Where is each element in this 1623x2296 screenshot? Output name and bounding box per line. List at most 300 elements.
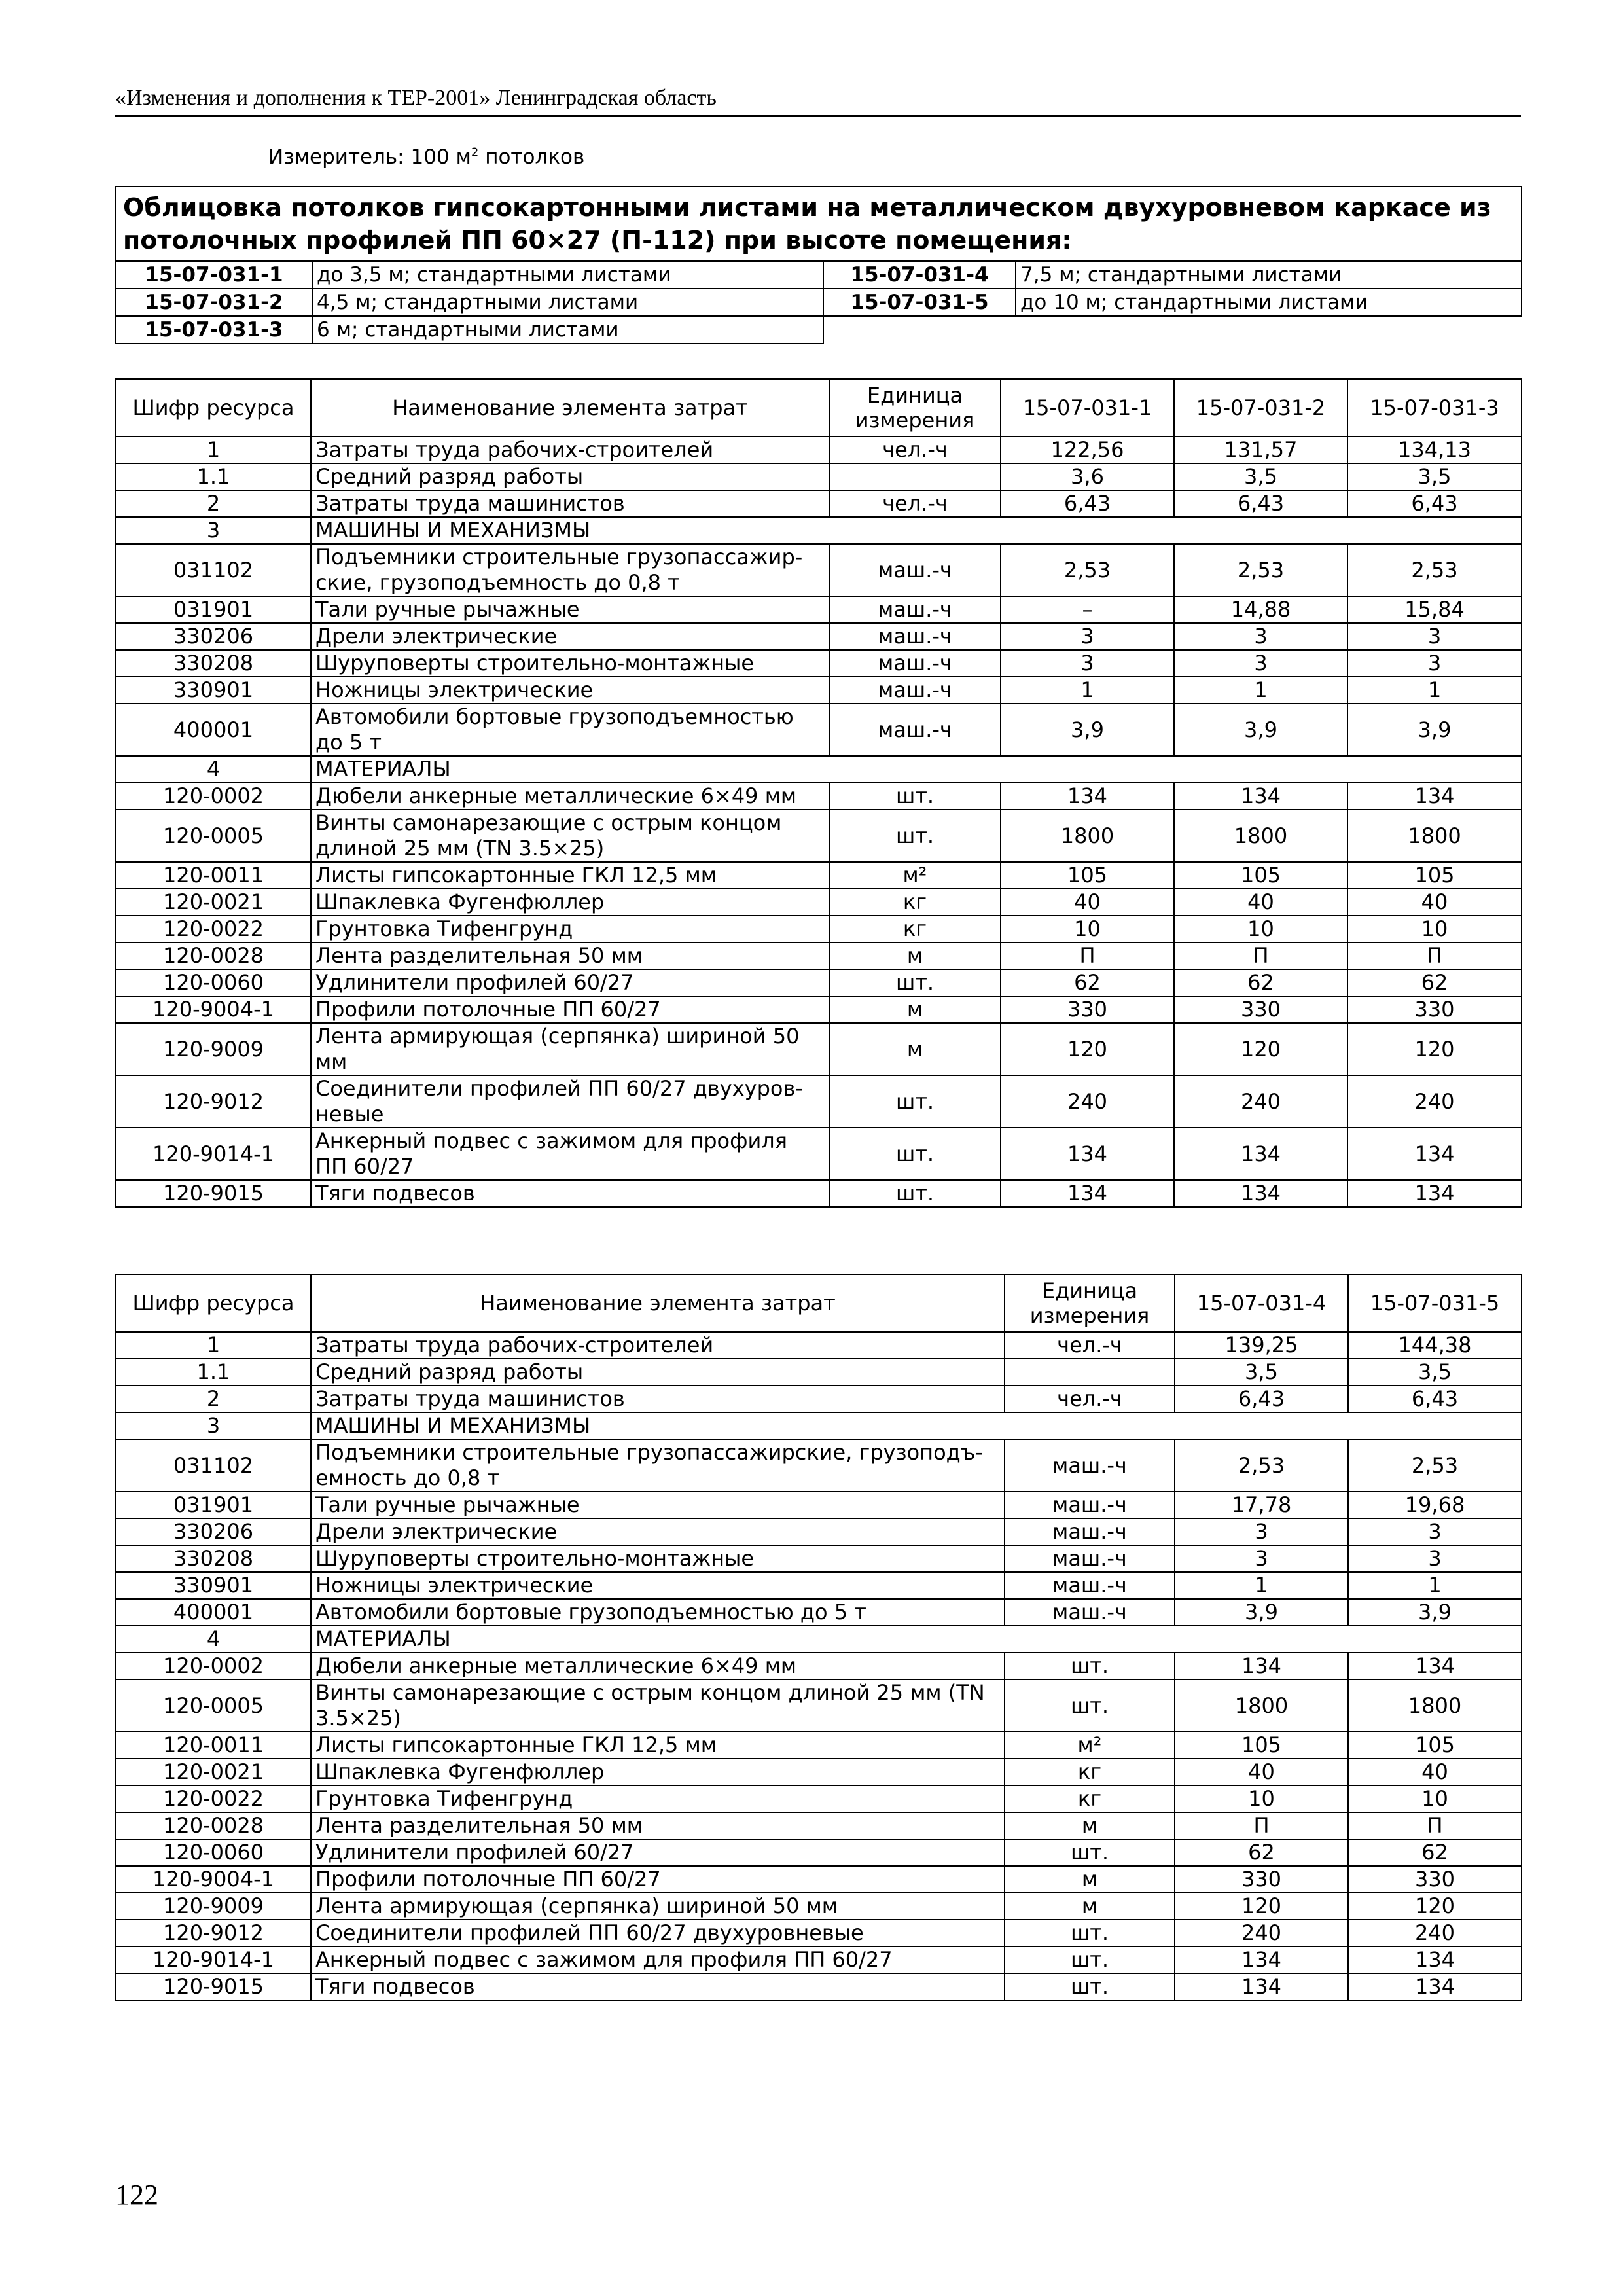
unit: м² [829,862,1001,889]
value: 6,43 [1175,1386,1348,1412]
unit: м [1005,1812,1175,1839]
value: 10 [1347,916,1522,942]
table-row [116,862,1522,889]
resource-name: Подъемники строительные грузопассажир-ские, грузоподъемность до 0,8 т [311,544,829,596]
norm-code: 15-07-031-5 [823,289,1016,316]
value: 120 [1001,1023,1174,1075]
table-row [116,1545,1522,1572]
resource-code: 120-0060 [116,1839,311,1866]
resource-code: 2 [116,1386,311,1412]
table-row [116,1572,1522,1599]
value: 330 [1001,996,1174,1023]
resource-code: 330208 [116,650,311,677]
value: 10 [1174,916,1347,942]
value: 120 [1174,1023,1347,1075]
section-number: 3 [116,517,311,544]
norm-description: до 10 м; стандартными листами [1016,289,1522,316]
value: 3 [1347,650,1522,677]
value: 3 [1348,1518,1522,1545]
value: 330 [1348,1866,1522,1893]
value: 3,9 [1175,1599,1348,1626]
resource-code: 330206 [116,623,311,650]
value: 19,68 [1348,1492,1522,1518]
resource-code: 120-0022 [116,916,311,942]
resource-name: Дюбели анкерные металлические 6×49 мм [311,1653,1005,1679]
value: 134 [1174,783,1347,810]
unit: маш.-ч [1005,1572,1175,1599]
resource-name: Тяги подвесов [311,1973,1005,2000]
resource-name: Листы гипсокартонные ГКЛ 12,5 мм [311,1732,1005,1759]
resource-table-1 [115,378,1522,1208]
resource-code: 120-9012 [116,1920,311,1946]
unit: маш.-ч [1005,1599,1175,1626]
table-row [116,916,1522,942]
table-row [116,1785,1522,1812]
unit: маш.-ч [1005,1518,1175,1545]
section-heading: МАТЕРИАЛЫ [311,1626,1522,1653]
value: 17,78 [1175,1492,1348,1518]
value: 6,43 [1174,490,1347,517]
value: 105 [1347,862,1522,889]
table-row [116,1180,1522,1207]
value: 1 [1174,677,1347,704]
resource-code: 1.1 [116,1359,311,1386]
resource-name: Грунтовка Тифенгрунд [311,1785,1005,1812]
value: 62 [1174,969,1347,996]
value: 2,53 [1174,544,1347,596]
resource-name: Дрели электрические [311,1518,1005,1545]
table-row [116,1893,1522,1920]
value: 40 [1175,1759,1348,1785]
unit: шт. [1005,1679,1175,1732]
resource-code: 1 [116,1332,311,1359]
column-header: Шифр ресурса [116,379,311,437]
table-row [116,1866,1522,1893]
resource-code: 120-9015 [116,1180,311,1207]
unit [829,463,1001,490]
value: 134 [1001,783,1174,810]
table-row [116,677,1522,704]
value: 40 [1174,889,1347,916]
table-row [116,1839,1522,1866]
table-row [116,942,1522,969]
table-row [116,437,1522,463]
unit: шт. [1005,1973,1175,2000]
value: 134 [1348,1946,1522,1973]
value: 330 [1347,996,1522,1023]
table-row [116,1732,1522,1759]
table-row [116,1439,1522,1492]
value: 1 [1348,1572,1522,1599]
column-header: Единица измерения [1005,1274,1175,1332]
column-header: 15-07-031-1 [1001,379,1174,437]
table-row [116,810,1522,862]
value: 3 [1001,650,1174,677]
table-row [116,1518,1522,1545]
table-row [116,996,1522,1023]
unit: чел.-ч [1005,1386,1175,1412]
page-number: 122 [115,2179,158,2211]
value: 1 [1347,677,1522,704]
value: 120 [1175,1893,1348,1920]
resource-name: Анкерный подвес с зажимом для профиля ПП 60/27 [311,1128,829,1180]
unit: маш.-ч [829,596,1001,623]
value: 240 [1001,1075,1174,1128]
value: 6,43 [1001,490,1174,517]
value: П [1348,1812,1522,1839]
resource-name: Лента армирующая (серпянка) шириной 50 мм [311,1893,1005,1920]
value: 240 [1348,1920,1522,1946]
table-row [116,1679,1522,1732]
column-header: 15-07-031-2 [1174,379,1347,437]
value: 134 [1001,1180,1174,1207]
table-row [116,1653,1522,1679]
value: 2,53 [1348,1439,1522,1492]
resource-code: 330206 [116,1518,311,1545]
resource-name: Винты самонарезающие с острым концом длиной 25 мм (TN 3.5×25) [311,1679,1005,1732]
resource-code: 031102 [116,1439,311,1492]
table-header-row [116,379,1522,437]
resource-code: 120-9012 [116,1075,311,1128]
resource-name: Средний разряд работы [311,463,829,490]
norm-code: 15-07-031-2 [116,289,312,316]
table-row [116,1386,1522,1412]
resource-name: Тали ручные рычажные [311,1492,1005,1518]
resource-name: Затраты труда машинистов [311,1386,1005,1412]
value: 134 [1174,1128,1347,1180]
value: 134 [1348,1973,1522,2000]
table-row [116,463,1522,490]
resource-name: Дрели электрические [311,623,829,650]
unit: шт. [1005,1920,1175,1946]
resource-name: Шуруповерты строительно-монтажные [311,1545,1005,1572]
table-row [116,650,1522,677]
resource-code: 120-0005 [116,810,311,862]
resource-name: Дюбели анкерные металлические 6×49 мм [311,783,829,810]
resource-name: Профили потолочные ПП 60/27 [311,1866,1005,1893]
value: 3 [1174,623,1347,650]
resource-name: Винты самонарезающие с острым концом длиной 25 мм (TN 3.5×25) [311,810,829,862]
value: 3,5 [1174,463,1347,490]
resource-name: Анкерный подвес с зажимом для профиля ПП 60/27 [311,1946,1005,1973]
value: 3 [1001,623,1174,650]
unit: шт. [829,1128,1001,1180]
resource-code: 120-9004-1 [116,1866,311,1893]
table-row [116,1128,1522,1180]
value: 134 [1347,1180,1522,1207]
value: 62 [1348,1839,1522,1866]
value: 134 [1174,1180,1347,1207]
value: 62 [1347,969,1522,996]
value: 240 [1347,1075,1522,1128]
resource-code: 120-0002 [116,1653,311,1679]
resource-code: 120-0028 [116,1812,311,1839]
unit: м [829,996,1001,1023]
resource-name: Затраты труда рабочих-строителей [311,1332,1005,1359]
value: 120 [1348,1893,1522,1920]
value: 134 [1175,1973,1348,2000]
column-header: 15-07-031-3 [1347,379,1522,437]
unit: шт. [829,969,1001,996]
resource-code: 120-0022 [116,1785,311,1812]
unit: маш.-ч [829,704,1001,756]
resource-code: 120-9009 [116,1023,311,1075]
value: 240 [1174,1075,1347,1128]
value: 40 [1348,1759,1522,1785]
table-row [116,1920,1522,1946]
value: П [1347,942,1522,969]
value: 134 [1001,1128,1174,1180]
unit: кг [1005,1759,1175,1785]
table-row [116,756,1522,783]
table-row [116,969,1522,996]
resource-code: 120-9004-1 [116,996,311,1023]
unit: шт. [1005,1946,1175,1973]
value: 3 [1175,1518,1348,1545]
resource-name: Удлинители профилей 60/27 [311,969,829,996]
value: 14,88 [1174,596,1347,623]
table-row [116,1812,1522,1839]
unit: м² [1005,1732,1175,1759]
value: 144,38 [1348,1332,1522,1359]
value: 134 [1347,1128,1522,1180]
section-number: 4 [116,1626,311,1653]
resource-name: Соединители профилей ПП 60/27 двухуровневые [311,1920,1005,1946]
table-row [116,1946,1522,1973]
value: 62 [1175,1839,1348,1866]
resource-code: 120-0060 [116,969,311,996]
table-row [116,1626,1522,1653]
resource-name: Удлинители профилей 60/27 [311,1839,1005,1866]
unit: кг [829,889,1001,916]
norm-code: 15-07-031-1 [116,261,312,289]
column-header: Наименование элемента затрат [311,1274,1005,1332]
table-row [116,1075,1522,1128]
resource-code: 120-9014-1 [116,1128,311,1180]
value: 62 [1001,969,1174,996]
resource-code: 120-0011 [116,862,311,889]
value: 3,5 [1347,463,1522,490]
resource-code: 1 [116,437,311,463]
value: П [1174,942,1347,969]
value: 134 [1348,1653,1522,1679]
table-row [116,1332,1522,1359]
value: 2,53 [1347,544,1522,596]
value: 120 [1347,1023,1522,1075]
value: 3 [1175,1545,1348,1572]
value: 330 [1175,1866,1348,1893]
unit: маш.-ч [829,650,1001,677]
resource-name: Средний разряд работы [311,1359,1005,1386]
value: 134,13 [1347,437,1522,463]
norm-codes-table [115,186,1522,344]
resource-code: 330901 [116,1572,311,1599]
norm-description: 7,5 м; стандартными листами [1016,261,1522,289]
section-number: 3 [116,1412,311,1439]
resource-name: Шуруповерты строительно-монтажные [311,650,829,677]
value: 139,25 [1175,1332,1348,1359]
value: 15,84 [1347,596,1522,623]
unit: маш.-ч [829,677,1001,704]
table-row [116,1359,1522,1386]
resource-code: 031901 [116,596,311,623]
table-row [116,596,1522,623]
resource-name: Затраты труда машинистов [311,490,829,517]
norm-description: 6 м; стандартными листами [312,316,823,344]
table-row [116,1973,1522,2000]
unit: кг [1005,1785,1175,1812]
unit: м [829,942,1001,969]
section-heading: МАШИНЫ И МЕХАНИЗМЫ [311,517,1522,544]
value: 1800 [1347,810,1522,862]
resource-name: Грунтовка Тифенгрунд [311,916,829,942]
resource-code: 031901 [116,1492,311,1518]
unit: кг [829,916,1001,942]
table-row [116,517,1522,544]
table-row [116,704,1522,756]
resource-name: Лента разделительная 50 мм [311,1812,1005,1839]
table-row [116,544,1522,596]
column-header: 15-07-031-4 [1175,1274,1348,1332]
unit: чел.-ч [829,437,1001,463]
resource-code: 400001 [116,1599,311,1626]
value: П [1001,942,1174,969]
resource-table-2 [115,1274,1522,2001]
value: 1800 [1348,1679,1522,1732]
value: – [1001,596,1174,623]
norm-code: 15-07-031-3 [116,316,312,344]
resource-name: Ножницы электрические [311,677,829,704]
value: 134 [1175,1653,1348,1679]
column-header: 15-07-031-5 [1348,1274,1522,1332]
resource-code: 120-0002 [116,783,311,810]
value: 3,6 [1001,463,1174,490]
value: 2,53 [1175,1439,1348,1492]
resource-code: 120-9009 [116,1893,311,1920]
resource-name: Профили потолочные ПП 60/27 [311,996,829,1023]
column-header: Единица измерения [829,379,1001,437]
table-row [116,783,1522,810]
resource-code: 1.1 [116,463,311,490]
value: 105 [1174,862,1347,889]
table-header-row [116,1274,1522,1332]
resource-name: Тали ручные рычажные [311,596,829,623]
column-header: Шифр ресурса [116,1274,311,1332]
value: 3,5 [1348,1359,1522,1386]
resource-name: Шпаклевка Фугенфюллер [311,889,829,916]
unit: маш.-ч [1005,1545,1175,1572]
unit: шт. [829,783,1001,810]
value: 134 [1347,783,1522,810]
norm-code: 15-07-031-4 [823,261,1016,289]
value: 1800 [1001,810,1174,862]
table-row [116,490,1522,517]
measurement-unit: Измеритель: 100 $м^2$ потолков [268,145,585,169]
resource-name: Лента разделительная 50 мм [311,942,829,969]
value: 105 [1348,1732,1522,1759]
resource-name: Подъемники строительные грузопассажирские, грузоподъ-емность до 0,8 т [311,1439,1005,1492]
value: 40 [1001,889,1174,916]
running-header: «Изменения и дополнения к ТЕР-2001» Ленинградская область [115,81,1521,117]
resource-code: 120-0028 [116,942,311,969]
unit: шт. [829,1180,1001,1207]
value: 3,9 [1347,704,1522,756]
resource-code: 120-0021 [116,889,311,916]
section-heading: МАШИНЫ И МЕХАНИЗМЫ [311,1412,1522,1439]
resource-name: Автомобили бортовые грузоподъемностью до 5 т [311,1599,1005,1626]
table-row [116,1492,1522,1518]
value: 134 [1175,1946,1348,1973]
unit: чел.-ч [1005,1332,1175,1359]
value: 1 [1175,1572,1348,1599]
table-row [116,1023,1522,1075]
resource-code: 120-9015 [116,1973,311,2000]
resource-name: Шпаклевка Фугенфюллер [311,1759,1005,1785]
unit: м [829,1023,1001,1075]
table-row [116,1759,1522,1785]
value: 10 [1001,916,1174,942]
value: 1800 [1174,810,1347,862]
norm-description: до 3,5 м; стандартными листами [312,261,823,289]
resource-name: Затраты труда рабочих-строителей [311,437,829,463]
value: 3 [1348,1545,1522,1572]
resource-name: Тяги подвесов [311,1180,829,1207]
value: 10 [1348,1785,1522,1812]
norm-description: 4,5 м; стандартными листами [312,289,823,316]
value: 1 [1001,677,1174,704]
section-number: 4 [116,756,311,783]
resource-name: Соединители профилей ПП 60/27 двухуров-невые [311,1075,829,1128]
unit: шт. [829,1075,1001,1128]
value: 3 [1174,650,1347,677]
value: 40 [1347,889,1522,916]
section-heading: МАТЕРИАЛЫ [311,756,1522,783]
value: 1800 [1175,1679,1348,1732]
unit: шт. [1005,1839,1175,1866]
resource-code: 400001 [116,704,311,756]
value: 240 [1175,1920,1348,1946]
unit: м [1005,1866,1175,1893]
unit: шт. [1005,1653,1175,1679]
value: 6,43 [1347,490,1522,517]
value: 3,9 [1001,704,1174,756]
value: 3,5 [1175,1359,1348,1386]
value: 6,43 [1348,1386,1522,1412]
value: 2,53 [1001,544,1174,596]
resource-code: 2 [116,490,311,517]
unit: маш.-ч [1005,1439,1175,1492]
unit: маш.-ч [1005,1492,1175,1518]
value: 105 [1001,862,1174,889]
value: 3,9 [1348,1599,1522,1626]
table-row [116,623,1522,650]
section-title: Облицовка потолков гипсокартонными листами на металлическом двухуровневом каркасе из потолочных профилей ПП 60×27 (П-112) при высоте помещения: [116,187,1522,261]
table-row [116,1412,1522,1439]
value: 3 [1347,623,1522,650]
unit: маш.-ч [829,544,1001,596]
resource-code: 330901 [116,677,311,704]
unit [1005,1359,1175,1386]
unit: шт. [829,810,1001,862]
resource-code: 120-0005 [116,1679,311,1732]
unit: чел.-ч [829,490,1001,517]
table-row [116,889,1522,916]
column-header: Наименование элемента затрат [311,379,829,437]
resource-name: Листы гипсокартонные ГКЛ 12,5 мм [311,862,829,889]
value: 3,9 [1174,704,1347,756]
value: 10 [1175,1785,1348,1812]
resource-name: Ножницы электрические [311,1572,1005,1599]
